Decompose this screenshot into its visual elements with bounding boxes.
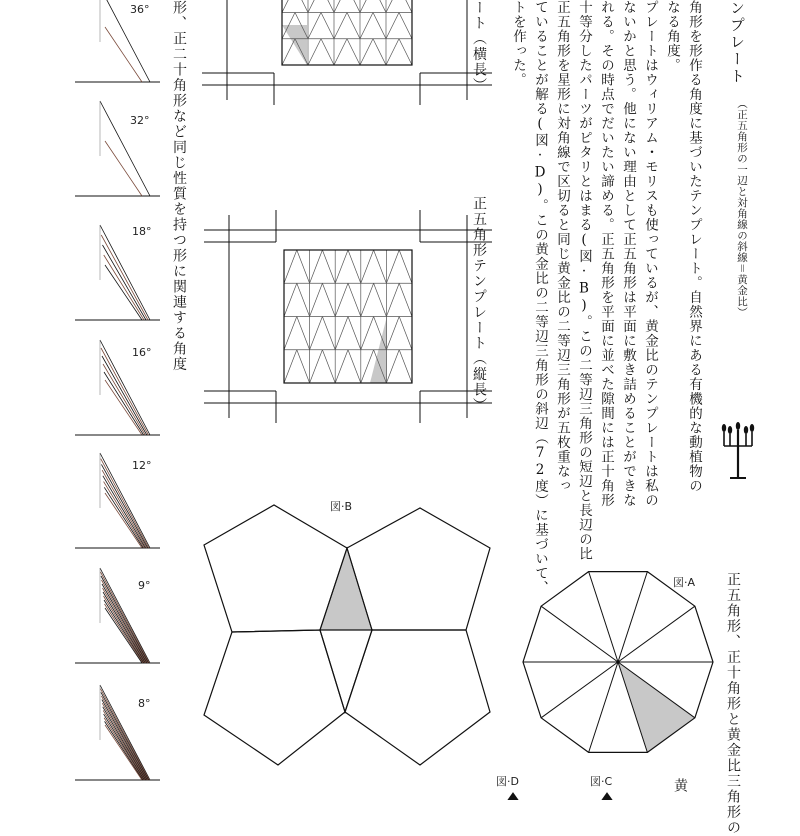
- grid-diag: [347, 39, 360, 65]
- grid-diag: [308, 0, 321, 13]
- candle-flame: [750, 424, 754, 432]
- article-line-4: ないかと思う。他にない理由として正五角形は平面に敷き詰めることができな: [620, 0, 636, 508]
- angle-ray: [103, 245, 147, 320]
- angle-ray: [105, 27, 142, 82]
- article-subtitle: （正五角形の一辺と対角線の斜線＝黄金比）: [736, 98, 748, 318]
- figure-b-label: 図·B: [330, 500, 353, 513]
- grid-diag: [348, 250, 361, 283]
- angle-label-12: 12°: [132, 459, 152, 472]
- grid-diag: [321, 0, 334, 13]
- angle-ray: [103, 476, 146, 548]
- angle-ray: [104, 487, 143, 548]
- candle-flame: [744, 426, 748, 434]
- grid-diag: [348, 283, 361, 316]
- angle-ray: [104, 372, 144, 435]
- figure-a-decagon: [523, 572, 713, 753]
- angle-label-16: 16°: [132, 346, 152, 359]
- decagon-spoke: [541, 606, 618, 662]
- grid-diag: [334, 13, 347, 39]
- article-line-6: 十等分したパーツがピタリとはまる(図·B)。この二等辺三角形の短辺と長辺の比: [576, 0, 592, 561]
- angle-ray: [101, 235, 148, 320]
- candle-flame: [736, 422, 740, 430]
- article-line-7: 正五角形を星形に対角線で区切ると同じ黄金比の二等辺三角形が五枚重なっ: [554, 0, 570, 493]
- grid-diag: [386, 317, 399, 350]
- grid-diag: [399, 283, 412, 316]
- grid-diag: [308, 39, 321, 65]
- side-heading-tail: 黄: [672, 778, 688, 794]
- candle-flame: [728, 426, 732, 434]
- pentagon: [204, 630, 345, 765]
- grid-diag: [282, 39, 295, 65]
- angle-ray: [103, 588, 147, 663]
- template-horizontal: [202, 0, 492, 105]
- angle-ray: [102, 356, 147, 435]
- angle-ray: [104, 714, 145, 780]
- grid-diag: [399, 250, 412, 283]
- article-line-5: れる。その時点でだいたい諦める。正五角形を平面に並べた隙間には正十角形: [598, 0, 614, 508]
- grid-diag: [360, 13, 373, 39]
- grid-diag: [297, 250, 310, 283]
- grid-diag: [282, 0, 295, 13]
- candelabra-ornament-icon: [722, 422, 754, 478]
- grid-diag: [322, 350, 335, 383]
- article-line-2: なる角度。: [664, 0, 680, 73]
- decagon-spoke: [618, 606, 695, 662]
- pentagon: [347, 508, 490, 630]
- grid-diag: [322, 250, 335, 283]
- decagon-spoke: [589, 572, 618, 662]
- angle-label-32: 32°: [130, 114, 150, 127]
- article-line-9: トを作った。: [510, 0, 526, 87]
- angle-ray: [104, 718, 143, 780]
- grid-diag: [373, 0, 386, 13]
- grid-diag: [348, 350, 361, 383]
- grid-diag: [348, 317, 361, 350]
- grid-diag: [284, 250, 297, 283]
- grid-diag: [399, 39, 412, 65]
- grid-diag: [321, 13, 334, 39]
- angle-ray: [102, 700, 147, 780]
- figure-d-mark: [508, 793, 518, 800]
- shaded-triangle: [320, 548, 372, 630]
- article-line-3: プレートはウィリアム・モリスも使っているが、黄金比のテンプレートは私の: [642, 0, 658, 508]
- grid-diag: [361, 283, 374, 316]
- grid-diag: [284, 350, 297, 383]
- angle-label-9: 9°: [138, 579, 151, 592]
- angle-ray: [103, 364, 145, 435]
- grid-diag: [360, 39, 373, 65]
- decagon-spoke: [589, 662, 618, 752]
- shaded-triangle: [618, 662, 695, 752]
- grid-diag: [335, 317, 348, 350]
- grid-diag: [335, 250, 348, 283]
- grid-diag: [322, 283, 335, 316]
- grid-diag: [284, 283, 297, 316]
- angle-ray: [102, 584, 147, 663]
- template-vertical: [204, 210, 492, 423]
- grid-diag: [374, 250, 387, 283]
- grid-diag: [297, 350, 310, 383]
- grid-diag: [321, 39, 334, 65]
- grid-diag: [347, 0, 360, 13]
- angle-ray: [102, 703, 146, 780]
- angle-ray: [105, 141, 142, 196]
- figure-d-label: 図·D: [496, 775, 519, 788]
- angle-ray: [101, 348, 148, 435]
- grid-diag: [297, 317, 310, 350]
- grid-diag: [399, 13, 412, 39]
- angle-ray: [101, 459, 149, 548]
- figure-b-pentagons: [204, 505, 490, 765]
- grid-diag: [374, 283, 387, 316]
- angle-ray: [105, 608, 142, 663]
- angle-label-18: 18°: [132, 225, 152, 238]
- article-line-1: 角形を形作る角度に基づいたテンプレート。自然界にある有機的な動植物の: [686, 0, 702, 493]
- angle-label-36: 36°: [130, 3, 150, 16]
- grid-diag: [310, 250, 323, 283]
- grid-diag: [386, 283, 399, 316]
- grid-diag: [334, 39, 347, 65]
- grid-diag: [373, 39, 386, 65]
- grid-diag: [386, 39, 399, 65]
- grid-diag: [284, 317, 297, 350]
- center-triangle: [320, 630, 372, 712]
- grid-diag: [399, 317, 412, 350]
- grid-diag: [310, 317, 323, 350]
- grid-diag: [310, 350, 323, 383]
- angle-ray: [104, 600, 144, 663]
- figure-c-label: 図·C: [590, 775, 613, 788]
- angle-ray: [103, 592, 145, 663]
- angle-ray: [105, 380, 142, 435]
- angle-ray: [105, 265, 142, 320]
- grid-diag: [360, 0, 373, 13]
- candle-flame: [722, 424, 726, 432]
- angle-label-8: 8°: [138, 697, 151, 710]
- article-line-8: ていることが解る(図·D)。この黄金比の二等辺三角形の斜辺（72度）に基づいて、: [532, 0, 548, 595]
- angle-ray: [104, 596, 145, 663]
- angle-ray: [102, 470, 146, 548]
- grid-diag: [399, 0, 412, 13]
- decagon-spoke: [541, 662, 618, 718]
- grid-diag: [308, 13, 321, 39]
- side-heading: 正五角形、正十角形と黄金比三角形の: [725, 572, 741, 836]
- grid-diag: [310, 283, 323, 316]
- grid-diag: [361, 317, 374, 350]
- grid-diag: [335, 350, 348, 383]
- grid-diag: [297, 283, 310, 316]
- article-title: ンプレート: [728, 0, 746, 85]
- angle-ray: [102, 580, 148, 663]
- angle-ray: [101, 464, 147, 548]
- pentagon: [204, 505, 347, 632]
- grid-diag: [386, 0, 399, 13]
- grid-diag: [322, 317, 335, 350]
- angle-ray: [103, 707, 146, 780]
- grid-diag: [373, 13, 386, 39]
- grid-diag: [399, 350, 412, 383]
- pentagon: [345, 630, 490, 765]
- figure-c-mark: [602, 793, 612, 800]
- grid-diag: [361, 250, 374, 283]
- template-horizontal-label: ート（横長）: [471, 0, 487, 93]
- angle-ray: [100, 225, 150, 320]
- grid-diag: [295, 0, 308, 13]
- grid-diag: [386, 250, 399, 283]
- angle-ray: [104, 255, 144, 320]
- decagon-spoke: [618, 572, 647, 662]
- grid-diag: [334, 0, 347, 13]
- angle-caption: 形、正二十角形など同じ性質を持つ形に関連する角度: [171, 0, 187, 372]
- grid-diag: [335, 283, 348, 316]
- grid-diag: [386, 13, 399, 39]
- template-vertical-label: 正五角形テンプレート（縦長）: [471, 196, 487, 413]
- figure-cd-marks: [508, 793, 612, 800]
- grid-diag: [386, 350, 399, 383]
- angle-ray: [103, 710, 145, 780]
- figure-a-label: 図·A: [673, 576, 696, 589]
- grid-diag: [347, 13, 360, 39]
- angle-ray: [104, 482, 145, 548]
